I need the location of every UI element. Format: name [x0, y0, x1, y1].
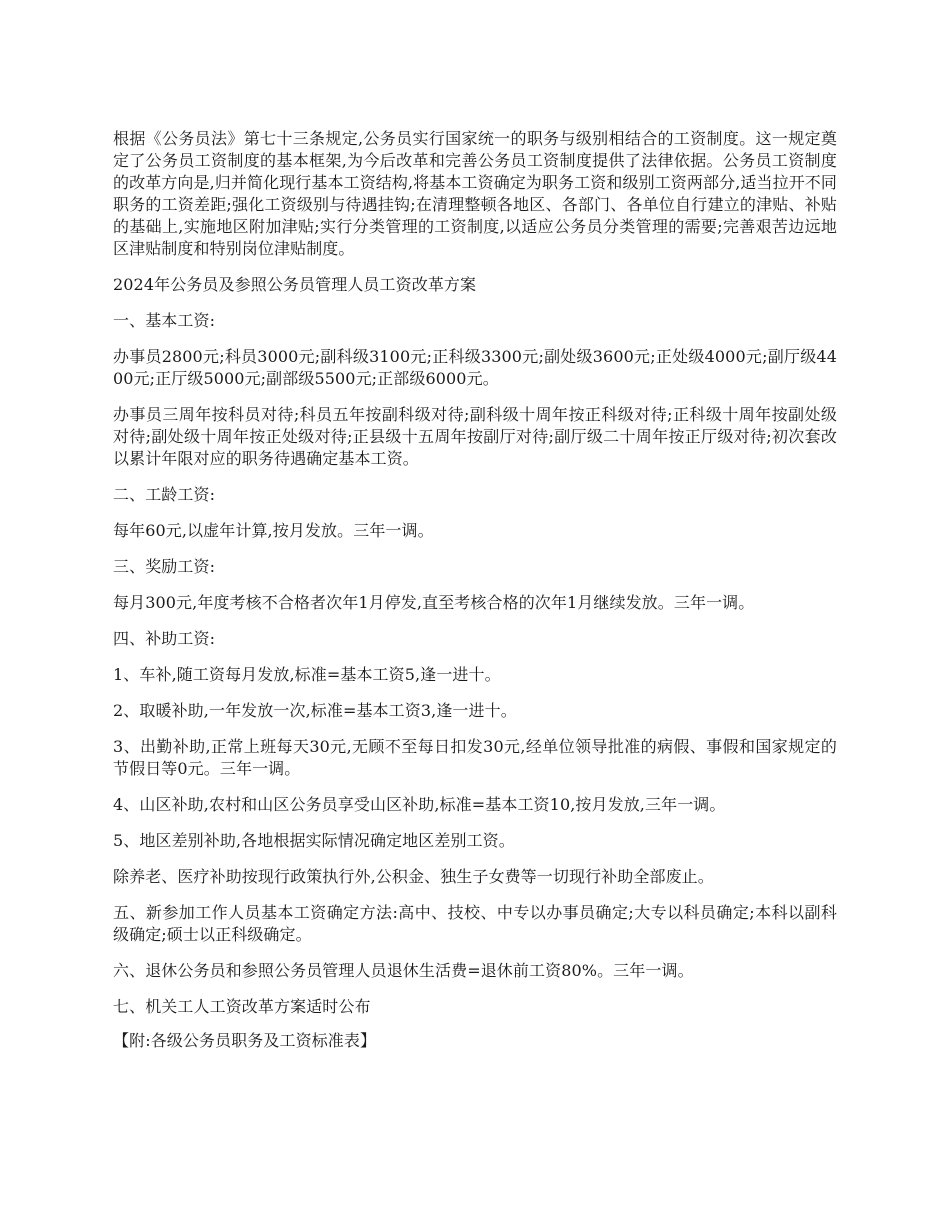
plan-title: 2024年公务员及参照公务员管理人员工资改革方案: [113, 275, 477, 294]
section-heading-seniority-pay: 二、工龄工资:: [113, 485, 216, 504]
section-retirement: 六、退休公务员和参照公务员管理人员退休生活费=退休前工资80%。三年一调。: [113, 961, 694, 980]
subsidy-item-heating: 2、取暖补助,一年发放一次,标准=基本工资3,逢一进十。: [113, 701, 517, 720]
section-workers-plan: 七、机关工人工资改革方案适时公布: [113, 997, 371, 1016]
section-heading-basic-salary: 一、基本工资:: [113, 311, 216, 330]
subsidy-abolition-note: 除养老、医疗补助按现行政策执行外,公积金、独生子女费等一切现行补助全部废止。: [113, 867, 714, 886]
section-heading-subsidy: 四、补助工资:: [113, 629, 216, 648]
basic-salary-seniority-rules: 办事员三周年按科员对待;科员五年按副科级对待;副科级十周年按正科级对待;正科级十周年按副处级对待;副处级十周年按正处级对待;正县级十五周年按副厅对待;副厅级二十周年按正厅级对待;初次套改以累计年限对应的职务待遇确定基本工资。: [113, 405, 837, 468]
bonus-pay-detail: 每月300元,年度考核不合格者次年1月停发,直至考核合格的次年1月继续发放。三年一调。: [113, 593, 755, 612]
document-body: [113, 128, 837, 1066]
subsidy-item-mountain: 4、山区补助,农村和山区公务员享受山区补助,标准=基本工资10,按月发放,三年一调。: [113, 795, 726, 814]
subsidy-item-regional: 5、地区差别补助,各地根据实际情况确定地区差别工资。: [113, 831, 515, 850]
section-new-staff-salary: 五、新参加工作人员基本工资确定方法:高中、技校、中专以办事员确定;大专以科员确定;本科以副科级确定;硕士以正科级确定。: [113, 903, 837, 944]
subsidy-item-attendance: 3、出勤补助,正常上班每天30元,无顾不至每日扣发30元,经单位领导批准的病假、事假和国家规定的节假日等0元。三年一调。: [113, 737, 837, 778]
section-heading-bonus-pay: 三、奖励工资:: [113, 557, 216, 576]
subsidy-item-car: 1、车补,随工资每月发放,标准=基本工资5,逢一进十。: [113, 665, 501, 684]
intro-paragraph: 根据《公务员法》第七十三条规定,公务员实行国家统一的职务与级别相结合的工资制度。这一规定奠定了公务员工资制度的基本框架,为今后改革和完善公务员工资制度提供了法律依据。公务员工资制度的改革方向是,归并简化现行基本工资结构,将基本工资确定为职务工资和级别工资两部分,适当拉开不同职务的工资差距;强化工资级别与待遇挂钩;在清理整顿各地区、各部门、各单位自行建立的津贴、补贴的基础上,实施地区附加津贴;实行分类管理的工资制度,以适应公务员分类管理的需要;完善艰苦边远地区津贴制度和特别岗位津贴制度。: [113, 129, 837, 258]
appendix-note: 【附:各级公务员职务及工资标准表】: [113, 1031, 377, 1050]
seniority-pay-detail: 每年60元,以虚年计算,按月发放。三年一调。: [113, 521, 434, 540]
basic-salary-levels: 办事员2800元;科员3000元;副科级3100元;正科级3300元;副处级3600元;正处级4000元;副厅级4400元;正厅级5000元;副部级5500元;正部级6000元。: [113, 347, 837, 388]
